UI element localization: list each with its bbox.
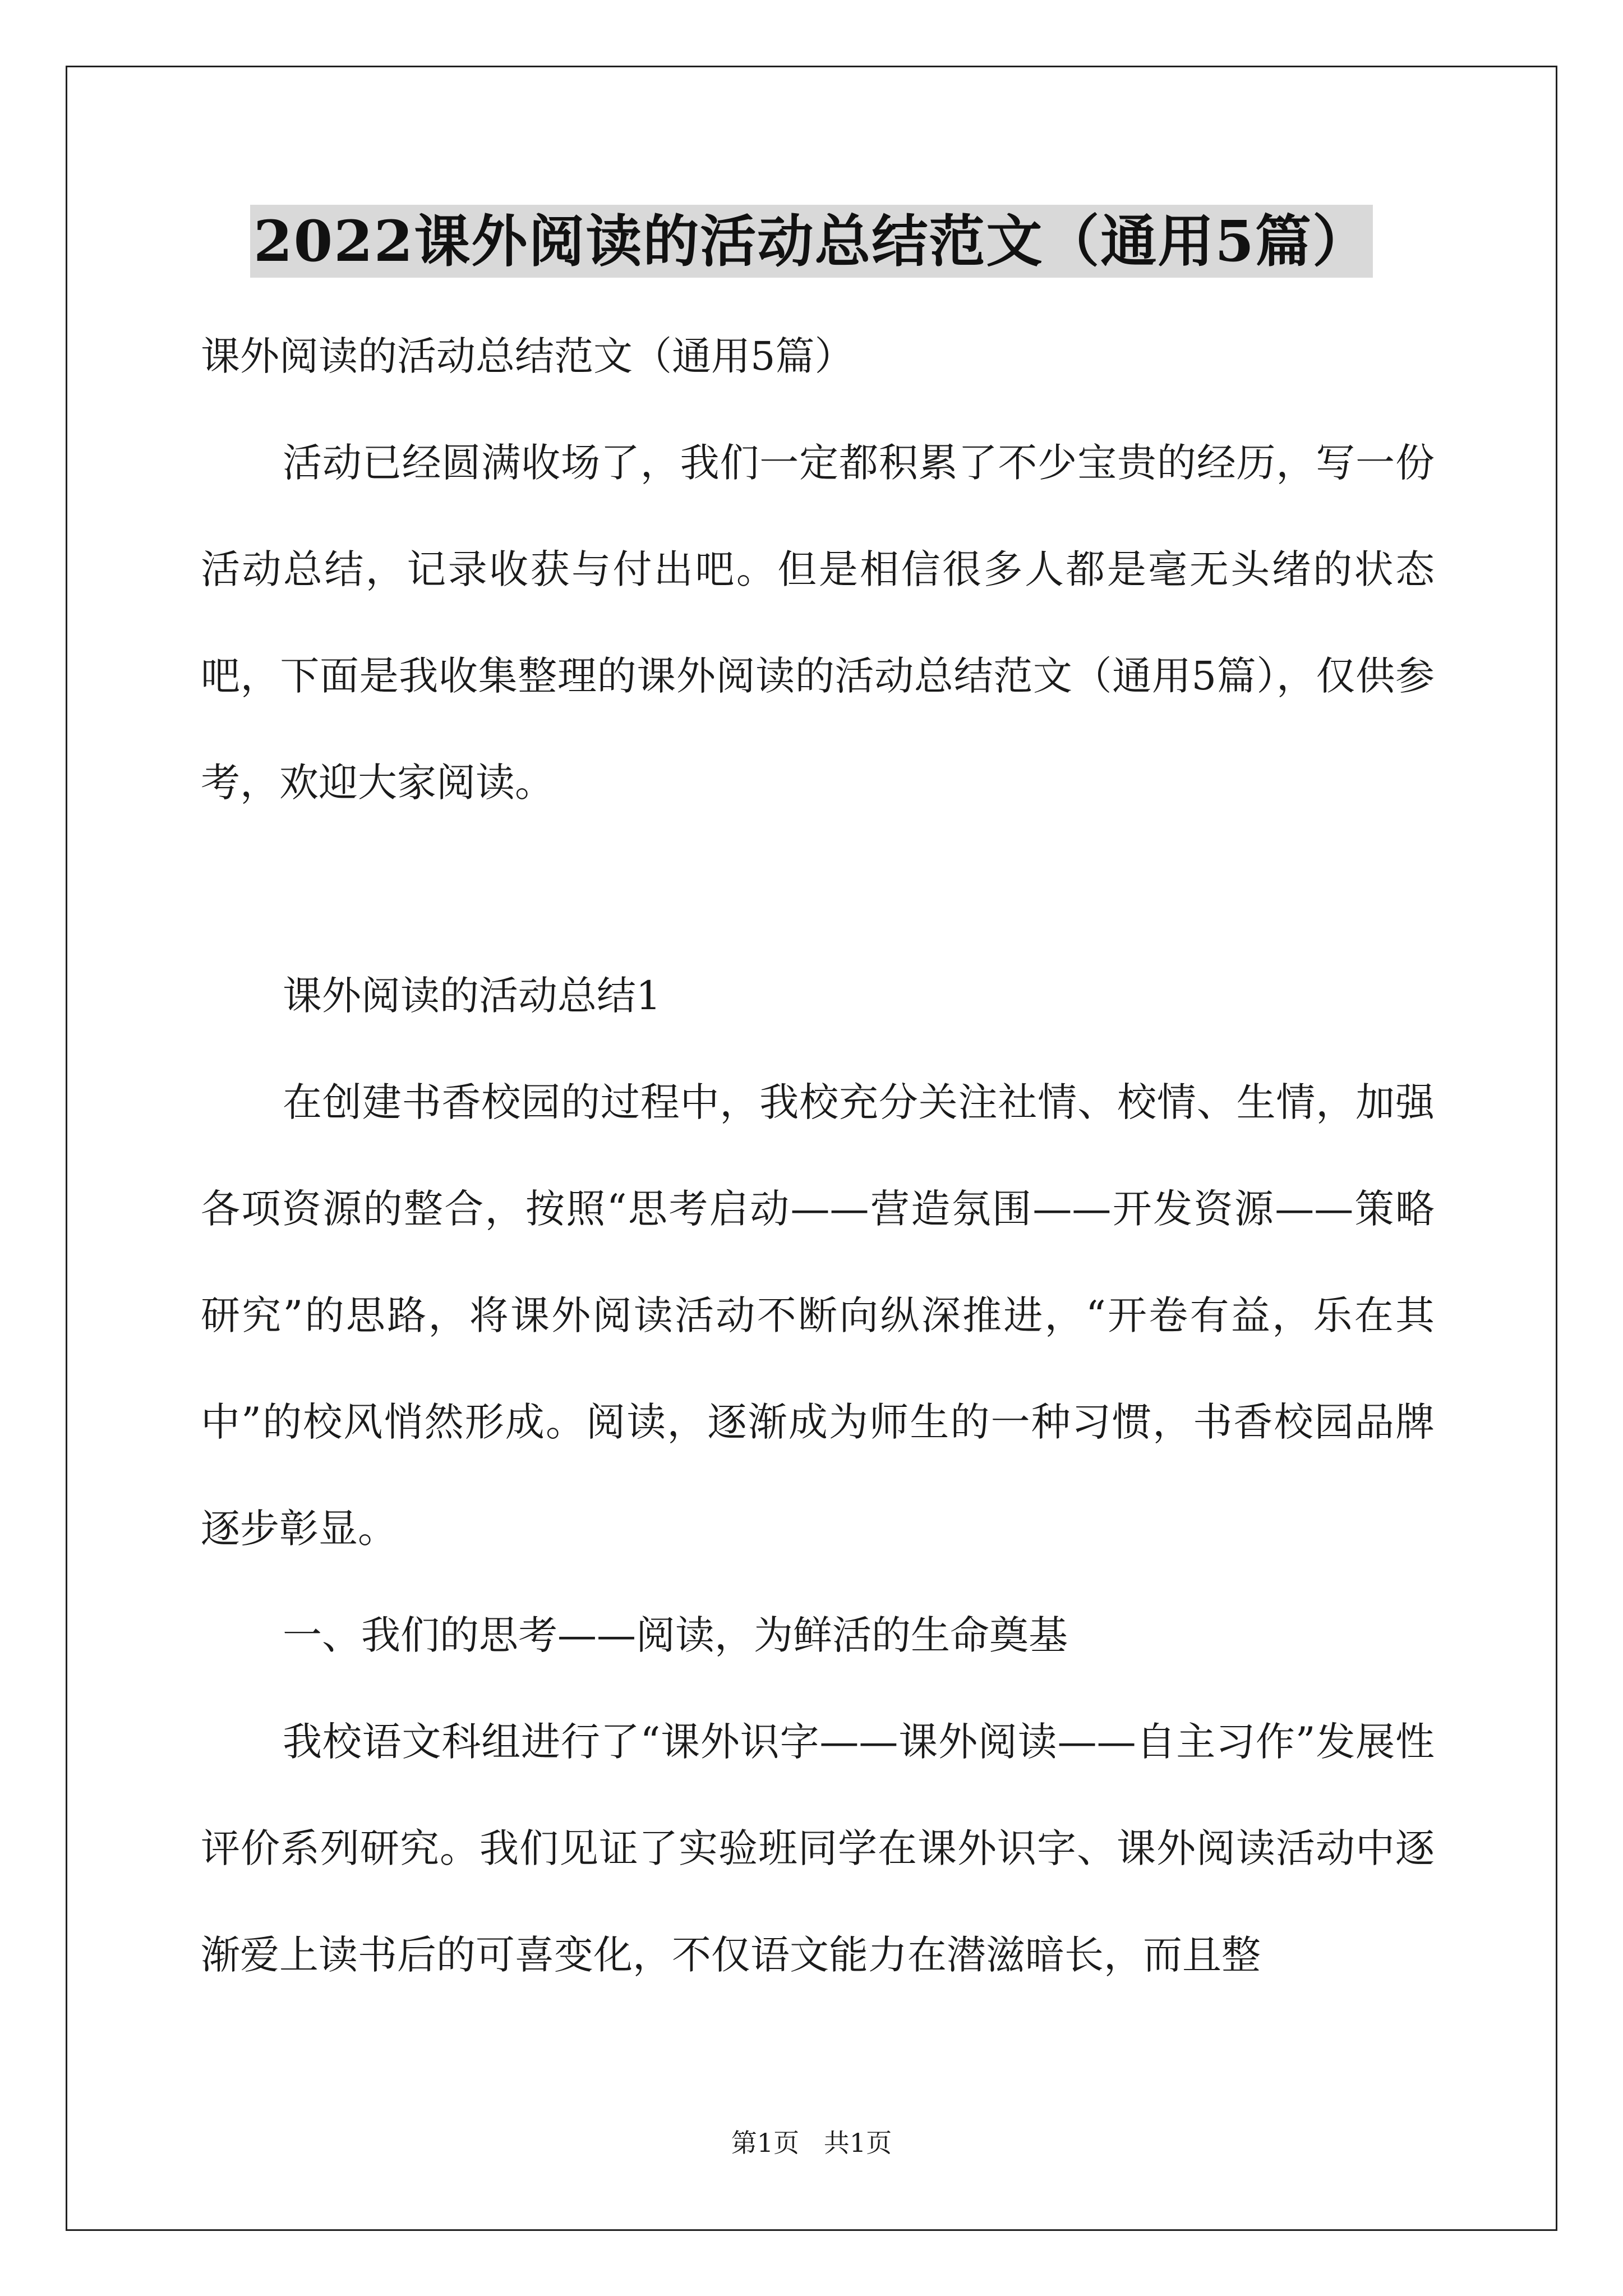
intro-paragraph: 活动已经圆满收场了，我们一定都积累了不少宝贵的经历，写一份活动总结，记录收获与付出吧。但是相信很多人都是毫无头绪的状态吧，下面是我收集整理的课外阅读的活动总结范文（通用5篇），仅供参考，欢迎大家阅读。 (201, 440, 1435, 806)
section-paragraph-2: 我校语文科组进行了“课外识字——课外阅读——自主习作”发展性评价系列研究。我们见证了实验班同学在课外识字、课外阅读活动中逐渐爱上读书后的可喜变化，不仅语文能力在潜滋暗长，而且整 (201, 1719, 1435, 1978)
section-heading: 课外阅读的活动总结1 (283, 973, 661, 1019)
document-title: 2022课外阅读的活动总结范文（通用5篇） (250, 205, 1373, 278)
document-subtitle: 课外阅读的活动总结范文（通用5篇） (201, 333, 854, 379)
section-paragraph-1: 在创建书香校园的过程中，我校充分关注社情、校情、生情，加强各项资源的整合，按照“思考启动——营造氛围——开发资源——策略研究”的思路，将课外阅读活动不断向纵深推进，“开卷有益，乐在其中”的校风悄然形成。阅读，逐渐成为师生的一种习惯，书香校园品牌逐步彰显。 (201, 1079, 1435, 1552)
document-body (201, 303, 1435, 2008)
document-title-container (0, 205, 1623, 278)
page-footer: 第1页 共1页 (731, 2128, 892, 2158)
section-subheading-1: 一、我们的思考——阅读，为鲜活的生命奠基 (283, 1612, 1068, 1658)
